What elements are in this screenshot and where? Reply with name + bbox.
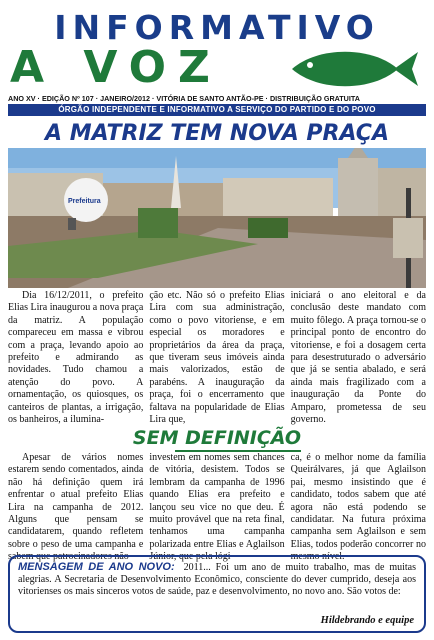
masthead-title-bottom: A VOZ <box>10 42 222 93</box>
section-subhead: SEM DEFINIÇÃO <box>132 427 302 449</box>
article-sem-definicao-col-2: investem em nomes sem chances de vitória, desistem. Todos se lembram da campanha de 1996 quando Elias era prefeito e lançou seu vice no que deu. É muito provável que na reta final, tenhamos uma campanha polarizada entre Elias e Aglailson Júnior, que pela lógi- <box>149 452 285 563</box>
article-matriz-col-3: iniciará o ano eleitoral e da conclusão deste mandato com muito fôlego. A praça tornou-se o principal ponto de encontro do vitoriense, e foi a dosagem certa para desestruturado o adversário que já se sentia abalado, e será ainda mais fragilizado com a inauguração da Ponte do Amparo, prometessa de seu governo. <box>290 290 426 426</box>
edition-line: ANO XV · EDIÇÃO Nº 107 · JANEIRO/2012 · VITÓRIA DE SANTO ANTÃO-PE · DISTRIBUIÇÃO GRATUITA <box>8 94 360 103</box>
main-headline: A MATRIZ TEM NOVA PRAÇA <box>45 121 389 146</box>
new-year-message-label: MENSAGEM DE ANO NOVO: <box>18 561 175 573</box>
article-sem-definicao-col-1: Apesar de vários nomes estarem sendo comentados, ainda não há definição quem irá enfrentar o atual prefeito Elias Lira na campanha de 2012. Alguns que pensam se candidatarem, quando refletem sobre o peso de uma campanha e sabem que patrocinadores não <box>8 452 144 563</box>
balloon-text: Prefeitura <box>68 198 101 205</box>
new-year-message-box <box>8 555 426 633</box>
article-matriz-col-1: Dia 16/12/2011, o prefeito Elias Lira inaugurou a nova praça da matriz. A população compareceu em massa e vibrou com a praça, levando apoio ao prefeito e admirando as novidades. Tudo chamou a atenção do povo. A ornamentação, os quiosques, os canteiros de plantas, a irrigação, os banheiros, a ilumina- <box>8 290 144 426</box>
square-photo <box>8 148 426 288</box>
article-matriz <box>8 290 426 426</box>
fish-icon <box>288 48 420 90</box>
tagline-banner: ÓRGÃO INDEPENDENTE E INFORMATIVO A SERVIÇO DO PARTIDO E DO POVO <box>8 104 426 116</box>
new-year-message-text: 2011... Foi um ano de muito trabalho, mas de muitas alegrias. A Secretaria de Desenvolvimento Econômico, consciente do dever cumprido, deseja aos vitorienses os mais sinceros votos de saúde, paz e desenvolvimento, no novo ano. São votos de: <box>18 562 417 598</box>
article-sem-definicao-col-3: ca, é o melhor nome da família Queirálvares, já que Aglailson pai, mesmo insistindo que é candidato, todos sabem que até agora não está podendo se candidatar. Na futura próxima campanha sem Aglailson e sem Elias, todos poderão concorrer no mesmo nível. <box>290 452 426 563</box>
masthead-title-top: INFORMATIVO <box>54 8 380 47</box>
article-sem-definicao <box>8 452 426 563</box>
article-matriz-col-2: ção etc. Não só o prefeito Elias Lira com sua administração, como o povo vitoriense, e em especial os moradores e proprietários da área da praça, que tiveram seus imóveis ainda mais valorizados, estão de parabéns. A inauguração da praça, foi o encerramento que faltava na popularidade de Elias Lira que, <box>149 290 285 426</box>
new-year-message-signature: Hildebrando e equipe <box>320 614 414 626</box>
